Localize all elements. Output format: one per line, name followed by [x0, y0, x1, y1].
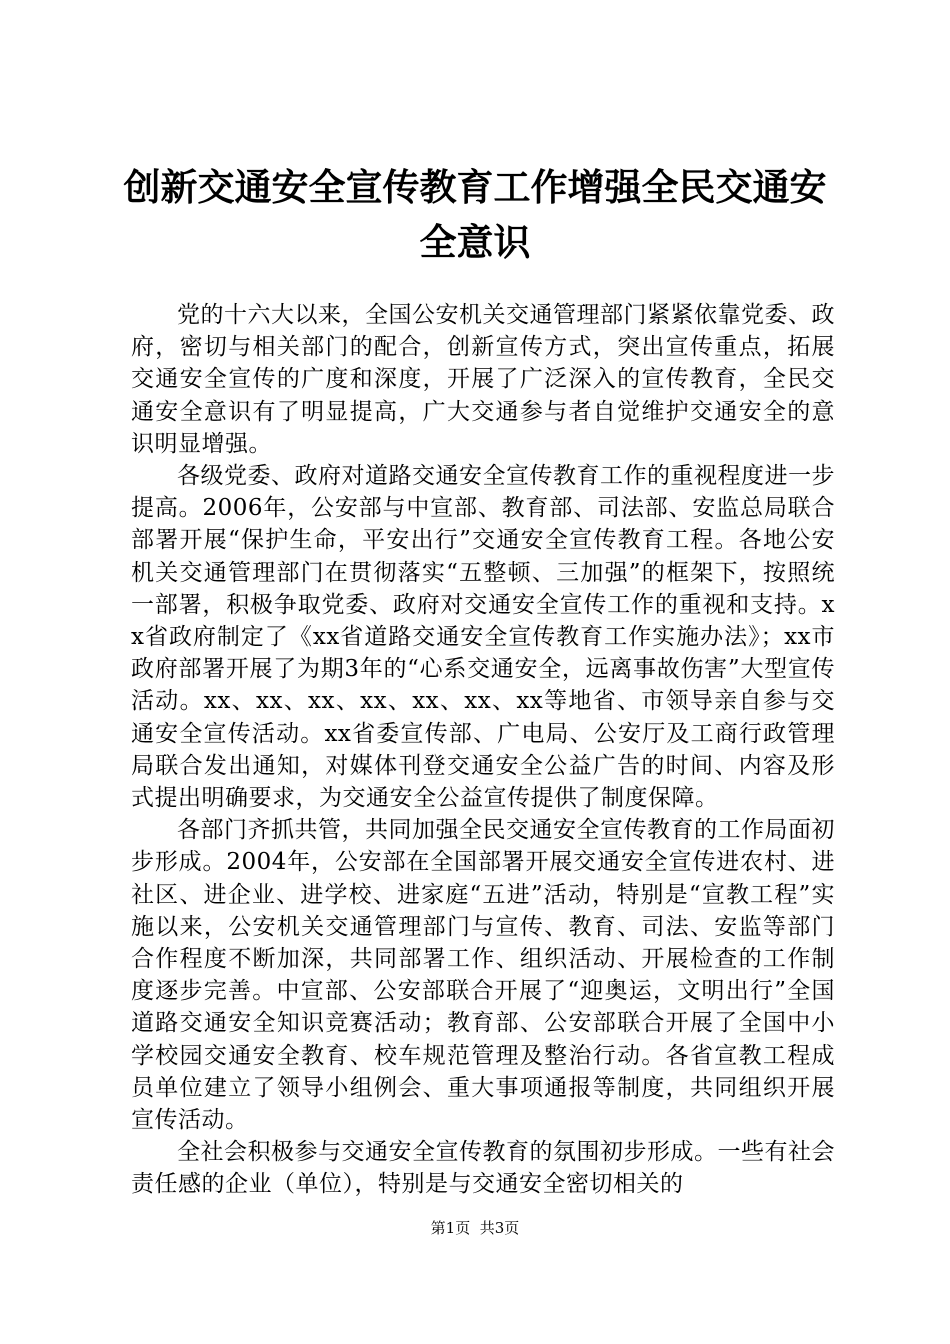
paragraph: 全社会积极参与交通安全宣传教育的氛围初步形成。一些有社会责任感的企业（单位），特别是与交通安全密切相关的 — [131, 1139, 835, 1198]
page-footer — [0, 1218, 950, 1238]
document-title: 创新交通安全宣传教育工作增强全民交通安全意识 — [123, 166, 827, 264]
page-number: 第1页 — [430, 1219, 471, 1237]
paragraph: 各部门齐抓共管，共同加强全民交通安全宣传教育的工作局面初步形成。2004年，公安部在全国部署开展交通安全宣传进农村、进社区、进企业、进学校、进家庭“五进”活动，特别是“宣教工程”实施以来，公安机关交通管理部门与宣传、教育、司法、安监等部门合作程度不断加深，共同部署工作、组织活动、开展检查的工作制度逐步完善。中宣部、公安部联合开展了“迎奥运，文明出行”全国道路交通安全知识竞赛活动；教育部、公安部联合开展了全国中小学校园交通安全教育、校车规范管理及整治行动。各省宣教工程成员单位建立了领导小组例会、重大事项通报等制度，共同组织开展宣传活动。 — [131, 817, 835, 1134]
page-total: 共3页 — [479, 1219, 520, 1237]
paragraph: 各级党委、政府对道路交通安全宣传教育工作的重视程度进一步提高。2006年，公安部与中宣部、教育部、司法部、安监总局联合部署开展“保护生命，平安出行”交通安全宣传教育工程。各地公安机关交通管理部门在贯彻落实“五整顿、三加强”的框架下，按照统一部署，积极争取党委、政府对交通安全宣传工作的重视和支持。xx省政府制定了《xx省道路交通安全宣传教育工作实施办法》；xx市政府部署开展了为期3年的“心系交通安全，远离事故伤害”大型宣传活动。xx、xx、xx、xx、xx、xx、xx等地省、市领导亲自参与交通安全宣传活动。xx省委宣传部、广电局、公安厅及工商行政管理局联合发出通知，对媒体刊登交通安全公益广告的时间、内容及形式提出明确要求，为交通安全公益宣传提供了制度保障。 — [131, 463, 835, 812]
paragraph: 党的十六大以来，全国公安机关交通管理部门紧紧依靠党委、政府，密切与相关部门的配合，创新宣传方式，突出宣传重点，拓展交通安全宣传的广度和深度，开展了广泛深入的宣传教育，全民交通安全意识有了明显提高，广大交通参与者自觉维护交通安全的意识明显增强。 — [131, 302, 835, 457]
document-body — [131, 299, 835, 1201]
